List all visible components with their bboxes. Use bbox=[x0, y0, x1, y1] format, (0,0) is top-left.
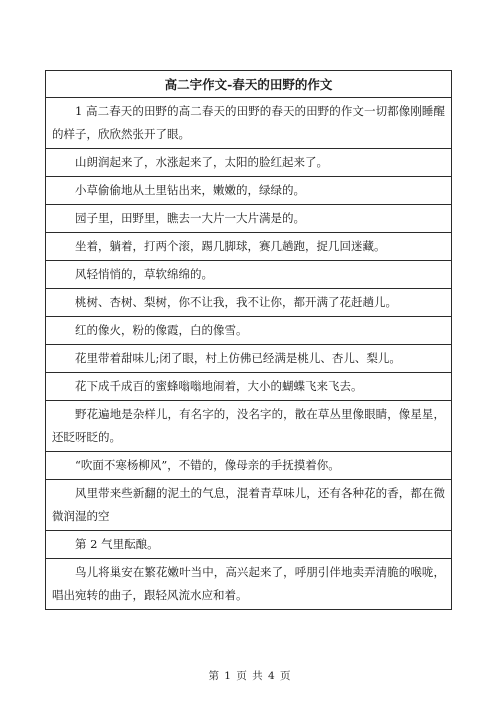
paragraph: 风里带来些新翻的泥土的气息，混着青草味儿，还有各种花的香，都在微微润湿的空 bbox=[46, 480, 452, 531]
paragraph: 鸟儿将巢安在繁花嫩叶当中，高兴起来了，呼朋引伴地卖弄清脆的喉咙，唱出宛转的曲子，跟轻风流水应和着。 bbox=[46, 559, 452, 610]
paragraph: 园子里，田野里，瞧去一大片一大片满是的。 bbox=[46, 205, 452, 233]
paragraph: “吹面不寒杨柳风”，不错的，像母亲的手抚摸着你。 bbox=[46, 452, 452, 480]
paragraph: 第 2 气里酝酿。 bbox=[46, 531, 452, 559]
paragraph: 风轻悄悄的，草软绵绵的。 bbox=[46, 261, 452, 289]
essay-table bbox=[45, 70, 452, 610]
paragraph: 坐着，躺着，打两个滚，踢几脚球，赛几趟跑，捉几回迷藏。 bbox=[46, 233, 452, 261]
paragraph: 野花遍地是杂样儿，有名字的，没名字的，散在草丛里像眼睛，像星星，还眨呀眨的。 bbox=[46, 401, 452, 452]
paragraph: 小草偷偷地从土里钻出来，嫩嫩的，绿绿的。 bbox=[46, 177, 452, 205]
paragraph: 山朗润起来了，水涨起来了，太阳的脸红起来了。 bbox=[46, 149, 452, 177]
page-number: 第 1 页 共 4 页 bbox=[208, 670, 292, 682]
paragraph: 红的像火，粉的像霞，白的像雪。 bbox=[46, 317, 452, 345]
paragraph: 花下成千成百的蜜蜂嗡嗡地闹着，大小的蝴蝶飞来飞去。 bbox=[46, 373, 452, 401]
essay-title: 高二宇作文-春天的田野的作文 bbox=[46, 71, 452, 98]
paragraph: 花里带着甜味儿;闭了眼，村上仿佛已经满是桃儿、杏儿、梨儿。 bbox=[46, 345, 452, 373]
paragraph: 桃树、杏树、梨树，你不让我，我不让你，都开满了花赶趟儿。 bbox=[46, 289, 452, 317]
paragraph: 1 高二春天的田野的高二春天的田野的春天的田野的作文一切都像刚睡醒的样子，欣欣然张开了眼。 bbox=[46, 98, 452, 149]
